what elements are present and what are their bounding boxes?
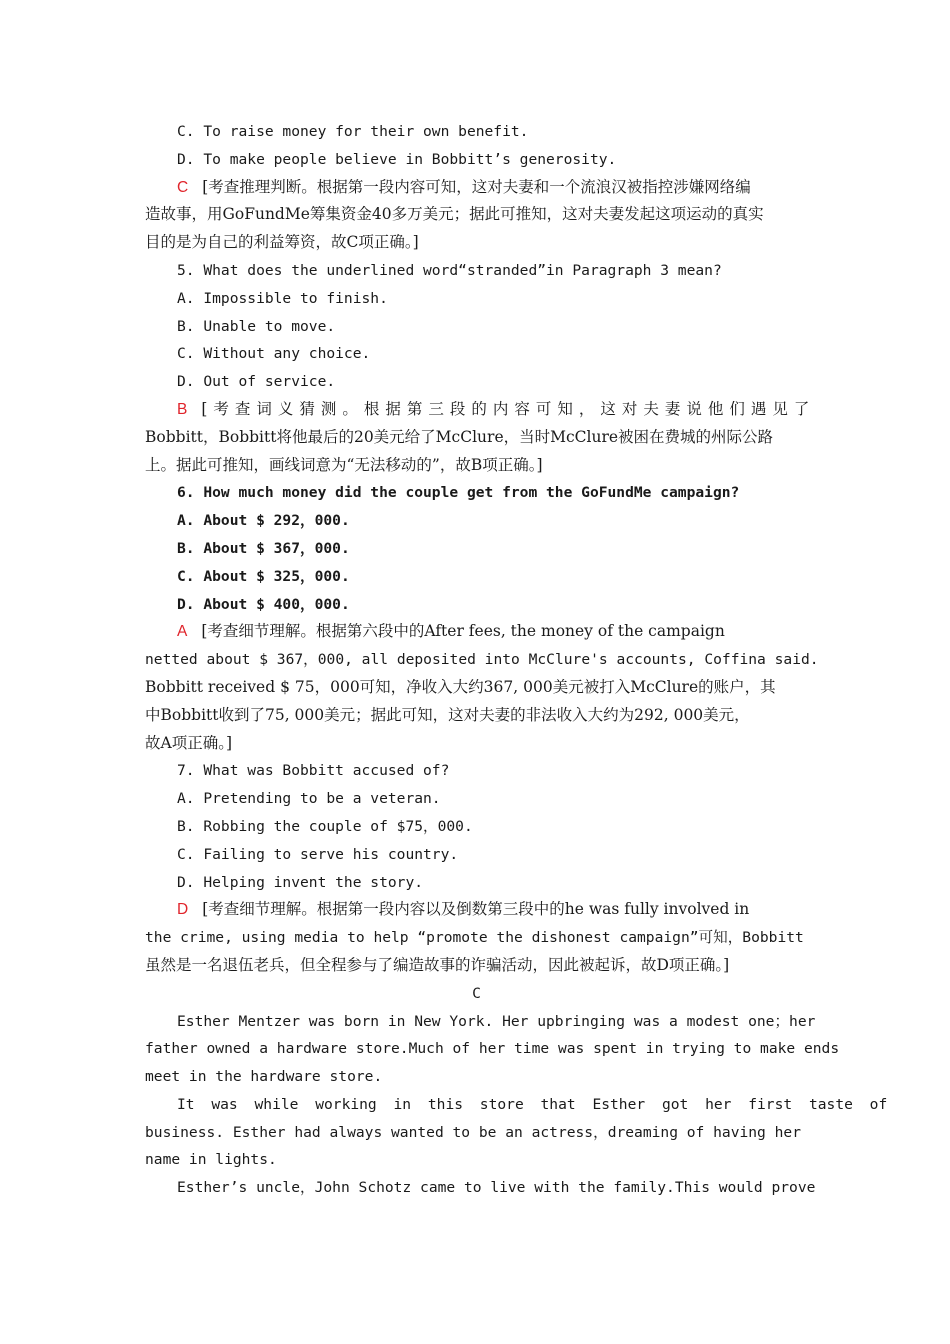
q4-exp-text-1: [考查推理判断。根据第一段内容可知，这对夫妻和一个流浪汉被指控涉嫌网络编 [202, 177, 751, 196]
passage-p2-line-3: name in lights. [145, 1151, 277, 1169]
q7-stem: 7. What was Bobbitt accused of? [177, 762, 450, 780]
q7-explanation-line-2: the crime, using media to help “promote the dishonest campaign”可知，Bobbitt [145, 929, 804, 947]
q5-option-d: D. Out of service. [177, 373, 336, 391]
passage-p2-line-1: It was while working in this store that Esther got her first taste of [177, 1095, 888, 1113]
q6-answer-letter: A [177, 623, 188, 641]
q5-answer-letter: B [177, 400, 188, 418]
q4-option-d: D. To make people believe in Bobbitt’s generosity. [177, 150, 617, 168]
q6-explanation-line-5: 故A项正确。] [145, 733, 232, 752]
passage-p3-line-1: Esther’s uncle，John Schotz came to live with the family.This would prove [177, 1179, 816, 1197]
q5-option-c: C. Without any choice. [177, 345, 371, 363]
q7-option-a: A. Pretending to be a veteran. [177, 790, 441, 808]
q6-option-d: D. About $ 400，000. [177, 595, 350, 613]
passage-heading: C [472, 984, 481, 1002]
q7-answer-letter: D [177, 901, 189, 919]
q7-exp-text-1: [考查细节理解。根据第一段内容以及倒数第三段中的he was fully involved in [202, 900, 750, 919]
q4-answer-letter: C [177, 178, 189, 196]
q7-explanation-line-1 [145, 896, 808, 924]
q5-exp-text-1: [考查词义猜测。根据第三段的内容可知，这对夫妻说他们遇见了 [201, 399, 816, 418]
q6-option-b: B. About $ 367，000. [177, 539, 350, 557]
q5-option-a: A. Impossible to finish. [177, 289, 388, 307]
passage-p1-line-3: meet in the hardware store. [145, 1068, 383, 1086]
q6-option-c: C. About $ 325，000. [177, 567, 350, 585]
q5-explanation-line-3: 上。据此可推知，画线词意为“无法移动的”，故B项正确。] [145, 455, 543, 474]
q7-option-c: C. Failing to serve his country. [177, 845, 459, 863]
document-page [145, 118, 888, 1202]
passage-p1-line-2: father owned a hardware store.Much of her time was spent in trying to make ends [145, 1040, 840, 1058]
q4-explanation-line-3: 目的是为自己的利益筹资，故C项正确。] [145, 233, 419, 252]
passage-p1-line-1: Esther Mentzer was born in New York. Her upbringing was a modest one；her [177, 1012, 816, 1030]
q4-option-c: C. To raise money for their own benefit. [177, 123, 529, 140]
q7-option-b: B. Robbing the couple of $75，000. [177, 817, 473, 835]
q7-explanation-line-3: 虽然是一名退伍老兵，但全程参与了编造故事的诈骗活动，因此被起诉，故D项正确。] [145, 955, 730, 974]
q5-option-b: B. Unable to move. [177, 317, 336, 335]
q5-explanation-line-1 [145, 396, 816, 424]
q6-explanation-line-1 [145, 618, 808, 646]
q7-option-d: D. Helping invent the story. [177, 873, 424, 891]
passage-p2-line-2: business. Esther had always wanted to be an actress，dreaming of having her [145, 1123, 801, 1141]
q6-explanation-line-2: netted about $ 367，000, all deposited into McClure's accounts, Coffina said. [145, 651, 819, 669]
q6-stem: 6. How much money did the couple get from the GoFundMe campaign? [177, 484, 740, 502]
q6-explanation-line-4: 中Bobbitt收到了75, 000美元；据此可知，这对夫妻的非法收入大约为292, 000美元， [145, 705, 750, 724]
q5-stem: 5. What does the underlined word“stranded”in Paragraph 3 mean? [177, 261, 722, 279]
q5-explanation-line-2: Bobbitt，Bobbitt将他最后的20美元给了McClure，当时McClure被困在费城的州际公路 [145, 427, 774, 446]
q6-option-a: A. About $ 292，000. [177, 512, 350, 530]
q4-explanation-line-2: 造故事，用GoFundMe筹集资金40多万美元；据此可推知，这对夫妻发起这项运动的真实 [145, 205, 764, 224]
q6-explanation-line-3: Bobbitt received $ 75，000可知，净收入大约367, 000美元被打入McClure的账户，其 [145, 677, 776, 696]
q4-explanation-line-1 [145, 174, 808, 202]
q6-exp-text-1: [考查细节理解。根据第六段中的After fees, the money of the campaign [201, 622, 725, 641]
